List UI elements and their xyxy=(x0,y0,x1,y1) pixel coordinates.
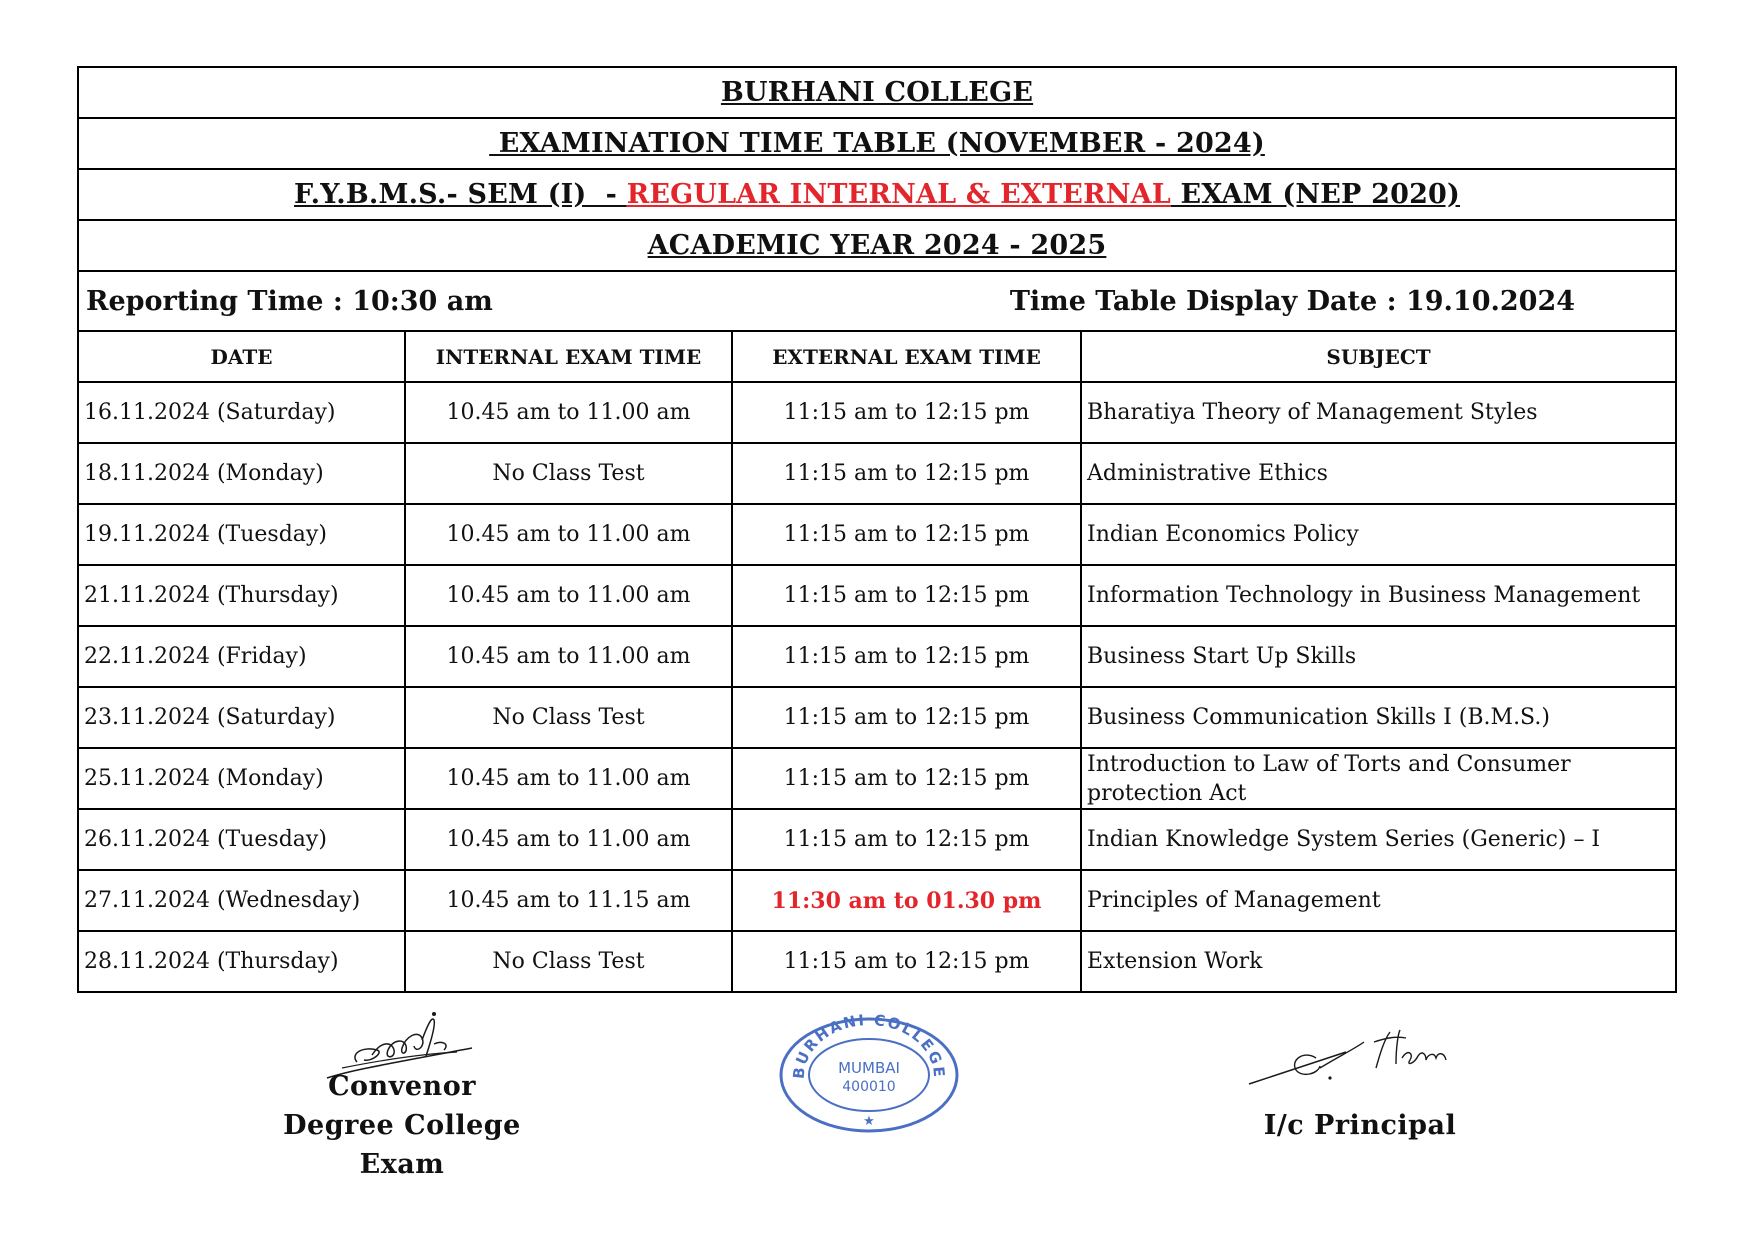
course-highlight: REGULAR INTERNAL & EXTERNAL xyxy=(626,179,1171,210)
date-cell: 18.11.2024 (Monday) xyxy=(78,443,405,504)
external-time-cell: 11:15 am to 12:15 pm xyxy=(732,748,1081,809)
date-cell: 21.11.2024 (Thursday) xyxy=(78,565,405,626)
subject-cell: Indian Economics Policy xyxy=(1081,504,1676,565)
convenor-subtitle: Degree College Exam xyxy=(283,1110,521,1180)
principal-block xyxy=(1240,1106,1480,1145)
stamp-star-icon: ★ xyxy=(863,1114,875,1129)
internal-time-cell: No Class Test xyxy=(405,443,732,504)
column-header-internal: INTERNAL EXAM TIME xyxy=(405,331,732,382)
stamp-pin: 400010 xyxy=(842,1079,896,1095)
subject-cell: Principles of Management xyxy=(1081,870,1676,931)
external-time-cell: 11:15 am to 12:15 pm xyxy=(732,809,1081,870)
column-header-row xyxy=(78,331,1676,382)
table-row xyxy=(78,382,1676,443)
external-time-cell: 11:15 am to 12:15 pm xyxy=(732,382,1081,443)
convenor-title: Convenor xyxy=(328,1071,476,1102)
subject-cell: Bharatiya Theory of Management Styles xyxy=(1081,382,1676,443)
external-time-cell: 11:15 am to 12:15 pm xyxy=(732,931,1081,992)
external-time-cell: 11:15 am to 12:15 pm xyxy=(732,565,1081,626)
subject-cell: Information Technology in Business Management xyxy=(1081,565,1676,626)
internal-time-cell: No Class Test xyxy=(405,931,732,992)
convenor-block xyxy=(237,1067,567,1184)
external-time-cell: 11:15 am to 12:15 pm xyxy=(732,443,1081,504)
college-name: BURHANI COLLEGE xyxy=(78,67,1676,118)
subject-cell: Administrative Ethics xyxy=(1081,443,1676,504)
date-cell: 26.11.2024 (Tuesday) xyxy=(78,809,405,870)
internal-time-cell: 10.45 am to 11.00 am xyxy=(405,809,732,870)
table-row xyxy=(78,443,1676,504)
table-row xyxy=(78,626,1676,687)
external-time-cell: 11:15 am to 12:15 pm xyxy=(732,687,1081,748)
college-stamp xyxy=(774,1013,964,1133)
subject-cell: Indian Knowledge System Series (Generic) – I xyxy=(1081,809,1676,870)
date-cell: 27.11.2024 (Wednesday) xyxy=(78,870,405,931)
display-date: Time Table Display Date : 19.10.2024 xyxy=(1009,285,1576,317)
date-cell: 16.11.2024 (Saturday) xyxy=(78,382,405,443)
exam-title: EXAMINATION TIME TABLE (NOVEMBER - 2024) xyxy=(78,118,1676,169)
date-cell: 22.11.2024 (Friday) xyxy=(78,626,405,687)
date-cell: 19.11.2024 (Tuesday) xyxy=(78,504,405,565)
internal-time-cell: 10.45 am to 11.00 am xyxy=(405,504,732,565)
internal-time-cell: 10.45 am to 11.00 am xyxy=(405,748,732,809)
info-row xyxy=(78,271,1676,331)
table-row xyxy=(78,687,1676,748)
date-cell: 28.11.2024 (Thursday) xyxy=(78,931,405,992)
academic-year: ACADEMIC YEAR 2024 - 2025 xyxy=(78,220,1676,271)
timetable-sheet xyxy=(77,66,1675,993)
table-row xyxy=(78,504,1676,565)
internal-time-cell: 10.45 am to 11.15 am xyxy=(405,870,732,931)
column-header-date: DATE xyxy=(78,331,405,382)
principal-signature xyxy=(1246,1018,1456,1093)
subject-cell: Business Communication Skills I (B.M.S.) xyxy=(1081,687,1676,748)
table-row xyxy=(78,809,1676,870)
stamp-city: MUMBAI xyxy=(838,1059,900,1077)
table-row xyxy=(78,565,1676,626)
date-cell: 25.11.2024 (Monday) xyxy=(78,748,405,809)
principal-title: I/c Principal xyxy=(1263,1110,1457,1141)
internal-time-cell: 10.45 am to 11.00 am xyxy=(405,565,732,626)
subject-cell: Introduction to Law of Torts and Consumer protection Act xyxy=(1081,748,1676,809)
external-time-cell: 11:30 am to 01.30 pm xyxy=(732,870,1081,931)
internal-time-cell: 10.45 am to 11.00 am xyxy=(405,382,732,443)
course-suffix: EXAM (NEP 2020) xyxy=(1170,179,1461,210)
internal-time-cell: No Class Test xyxy=(405,687,732,748)
course-line xyxy=(78,169,1676,220)
subject-cell: Business Start Up Skills xyxy=(1081,626,1676,687)
internal-time-cell: 10.45 am to 11.00 am xyxy=(405,626,732,687)
external-time-cell: 11:15 am to 12:15 pm xyxy=(732,626,1081,687)
subject-cell: Extension Work xyxy=(1081,931,1676,992)
table-row xyxy=(78,870,1676,931)
timetable xyxy=(77,66,1677,993)
course-prefix: F.Y.B.M.S.- SEM (I) - xyxy=(294,179,627,210)
column-header-subject: SUBJECT xyxy=(1081,331,1676,382)
reporting-time: Reporting Time : 10:30 am xyxy=(86,285,493,317)
stamp-ring-text: BURHANI COLLEGE xyxy=(789,1013,949,1080)
date-cell: 23.11.2024 (Saturday) xyxy=(78,687,405,748)
table-row xyxy=(78,931,1676,992)
column-header-external: EXTERNAL EXAM TIME xyxy=(732,331,1081,382)
table-row xyxy=(78,748,1676,809)
external-time-cell: 11:15 am to 12:15 pm xyxy=(732,504,1081,565)
